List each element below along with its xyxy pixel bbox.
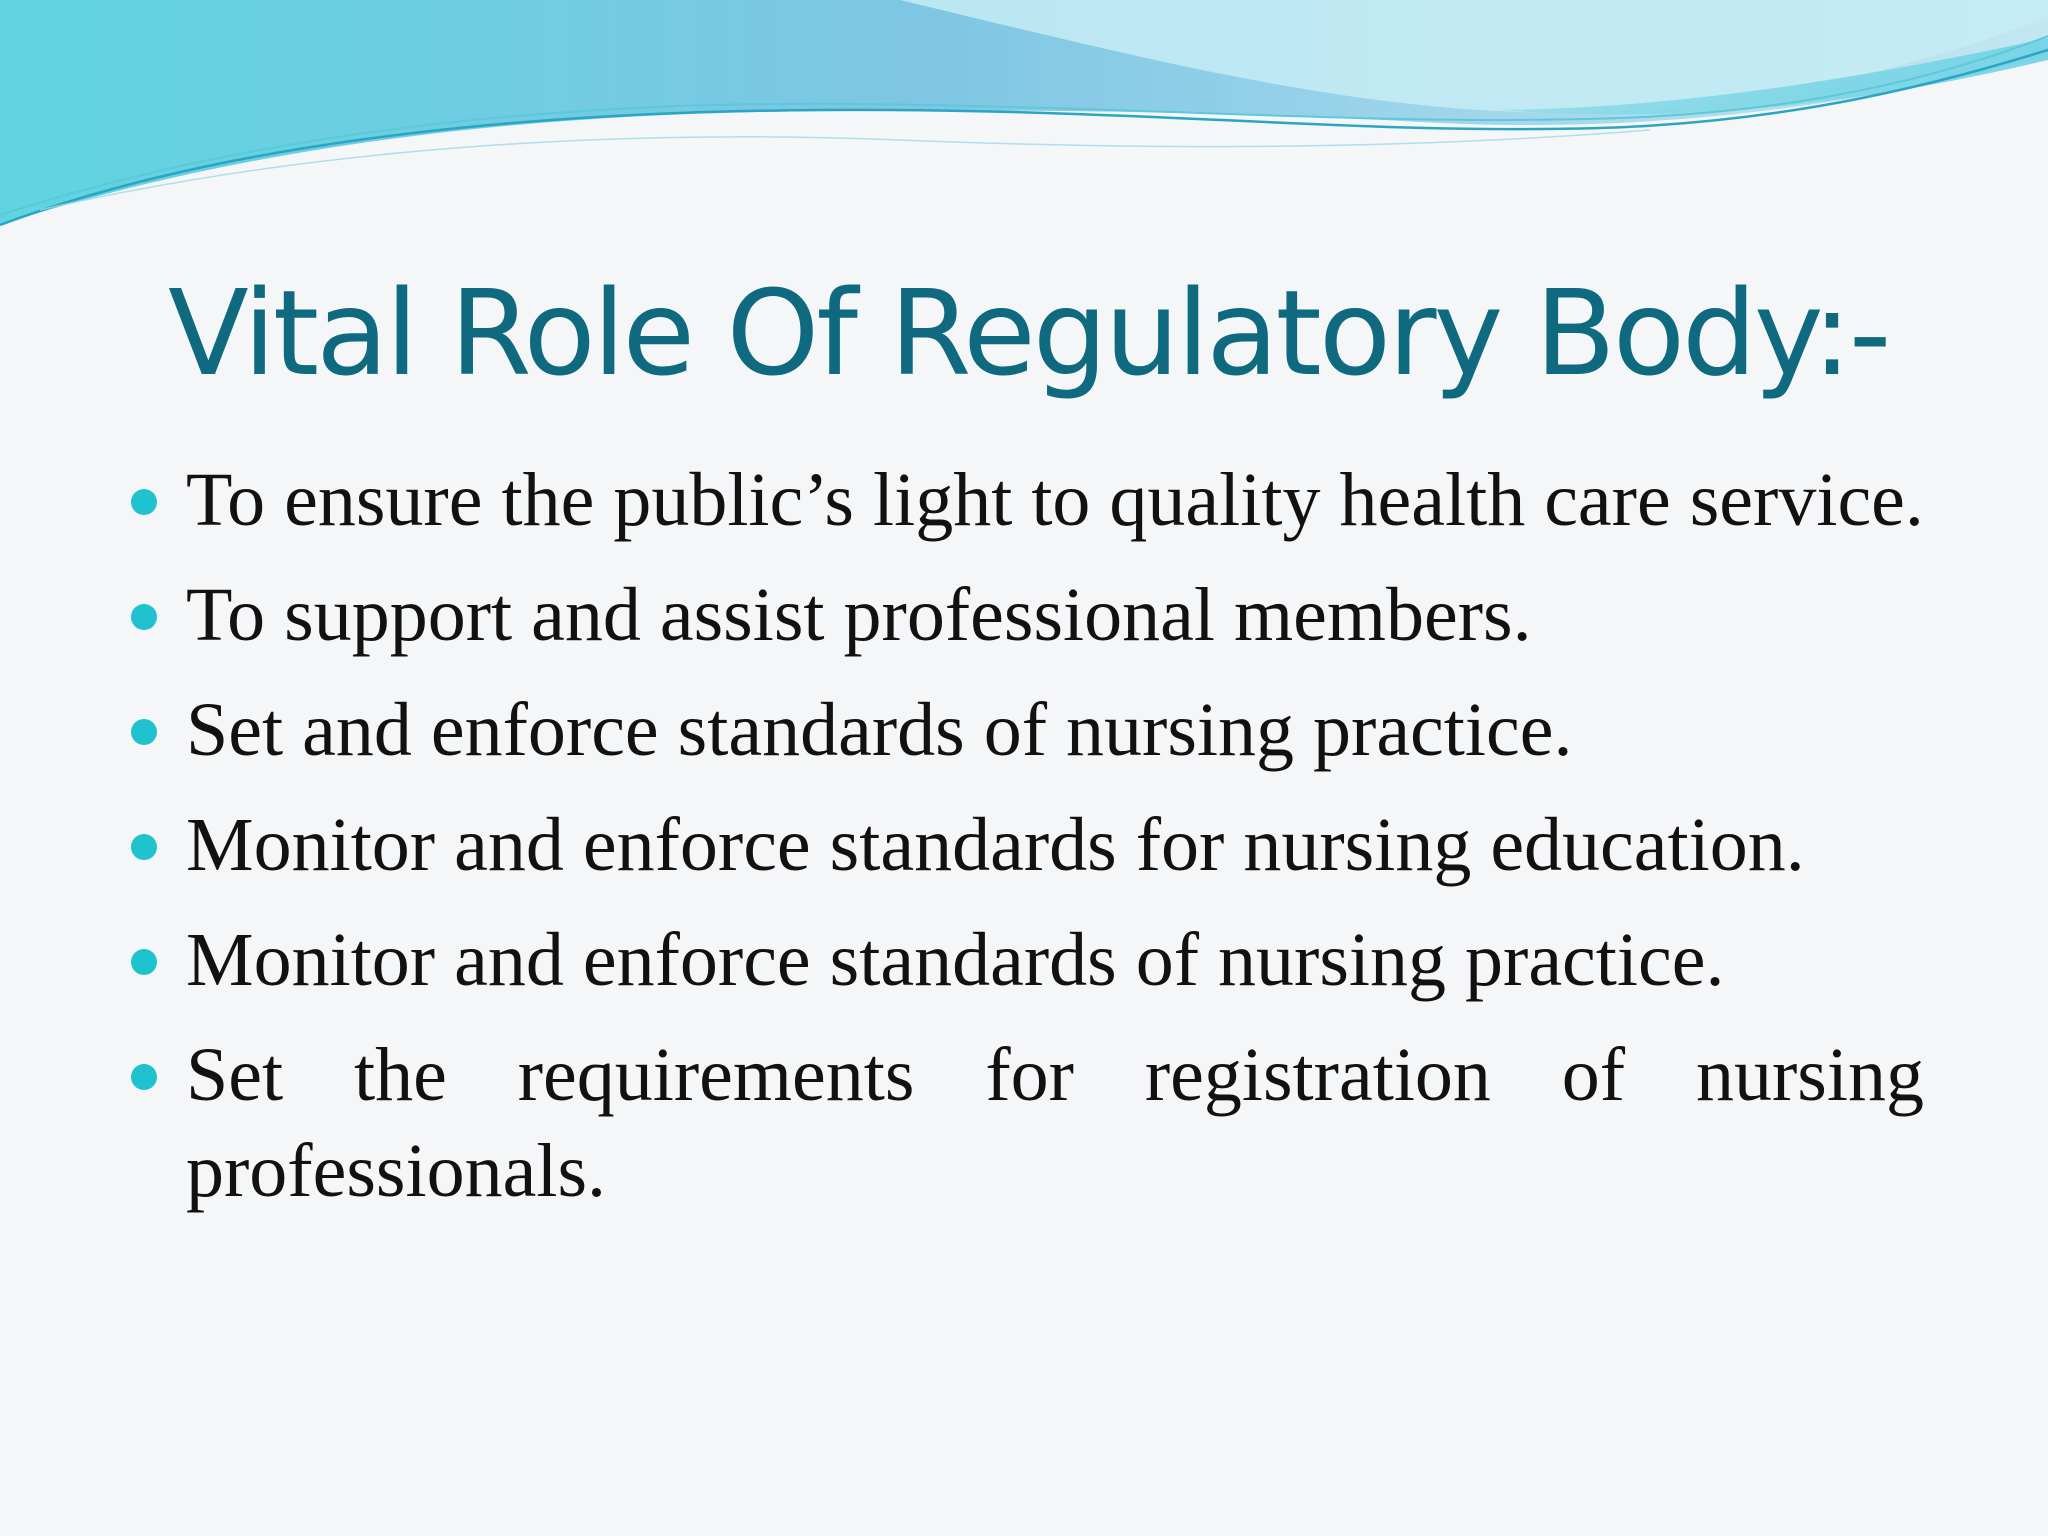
bullet-dot-icon (131, 949, 157, 975)
bullet-text: To support and assist professional members. (186, 573, 1532, 657)
slide-title: Vital Role Of Regulatory Body:- (168, 264, 1889, 402)
bullet-dot-icon (131, 719, 157, 745)
list-item (186, 912, 1924, 1008)
bullet-text: To ensure the public’s light to quality health care service. (186, 458, 1924, 542)
bullet-list (186, 452, 1924, 1238)
list-item (186, 797, 1924, 893)
bullet-dot-icon (131, 1064, 157, 1090)
bullet-dot-icon (131, 604, 157, 630)
list-item (186, 682, 1924, 778)
header-wave-decoration (0, 0, 2048, 240)
list-item (186, 452, 1924, 548)
bullet-text: Monitor and enforce standards for nursing education. (186, 803, 1805, 887)
bullet-text: Set the requirements for registration of nursing professionals. (186, 1033, 1924, 1213)
bullet-text: Set and enforce standards of nursing practice. (186, 688, 1573, 772)
bullet-text: Monitor and enforce standards of nursing practice. (186, 918, 1725, 1002)
list-item (186, 1027, 1924, 1219)
bullet-dot-icon (131, 489, 157, 515)
list-item (186, 567, 1924, 663)
bullet-dot-icon (131, 834, 157, 860)
